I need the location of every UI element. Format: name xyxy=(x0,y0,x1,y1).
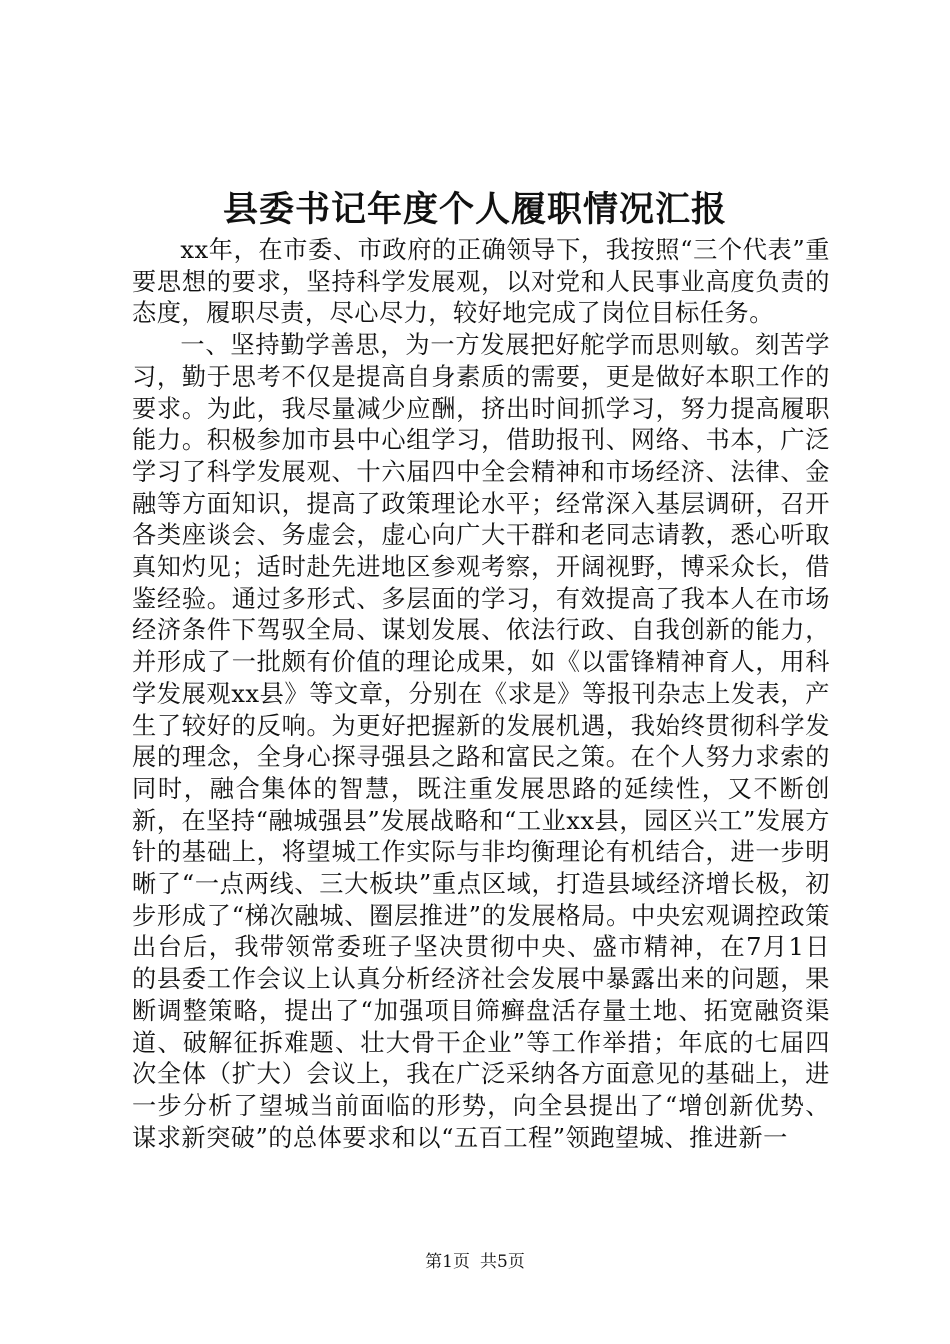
document-title: 县委书记年度个人履职情况汇报 xyxy=(222,189,727,230)
page-footer xyxy=(0,1250,950,1274)
paragraph-section-1: 一、坚持勤学善思，为一方发展把好舵学而思则敏。刻苦学习，勤于思考不仅是提高自身素质的需要，更是做好本职工作的要求。为此，我尽量减少应酬，挤出时间抓学习，努力提高履职能力。积极参加市县中心组学习，借助报刊、网络、书本，广泛学习了科学发展观、十六届四中全会精神和市场经济、法律、金融等方面知识，提高了政策理论水平；经常深入基层调研，召开各类座谈会、务虚会，虚心向广大干群和老同志请教，悉心听取真知灼见；适时赴先进地区参观考察，开阔视野，博采众长，借鉴经验。通过多形式、多层面的学习，有效提高了我本人在市场经济条件下驾驭全局、谋划发展、依法行政、自我创新的能力，并形成了一批颇有价值的理论成果，如《以雷锋精神育人，用科学发展观xx县》等文章，分别在《求是》等报刊杂志上发表，产生了较好的反响。为更好把握新的发展机遇，我始终贯彻科学发展的理念，全身心探寻强县之路和富民之策。在个人努力求索的同时，融合集体的智慧，既注重发展思路的延续性，又不断创新，在坚持“融城强县”发展战略和“工业xx县，园区兴工”发展方针的基础上，将望城工作实际与非均衡理论有机结合，进一步明晰了“一点两线、三大板块”重点区域，打造县域经济增长极，初步形成了“梯次融城、圈层推进”的发展格局。中央宏观调控政策出台后，我带领常委班子坚决贯彻中央、盛市精神，在7月1日的县委工作会议上认真分析经济社会发展中暴露出来的问题，果断调整策略，提出了“加强项目筛癣盘活存量土地、拓宽融资渠道、破解征拆难题、壮大骨干企业”等工作举措；年底的七届四次全体（扩大）会议上，我在广泛采纳各方面意见的基础上，进一步分析了望城当前面临的形势，向全县提出了“增创新优势、谋求新突破”的总体要求和以“五百工程”领跑望城、推进新一 xyxy=(132,331,830,1152)
document-body xyxy=(132,235,830,1154)
page-number-total: 共5页 xyxy=(480,1252,525,1272)
paragraph-intro: xx年，在市委、市政府的正确领导下，我按照“三个代表”重要思想的要求，坚持科学发展观，以对党和人民事业高度负责的态度，履职尽责，尽心尽力，较好地完成了岗位目标任务。 xyxy=(132,236,830,328)
page-number-current: 第1页 xyxy=(425,1252,470,1272)
